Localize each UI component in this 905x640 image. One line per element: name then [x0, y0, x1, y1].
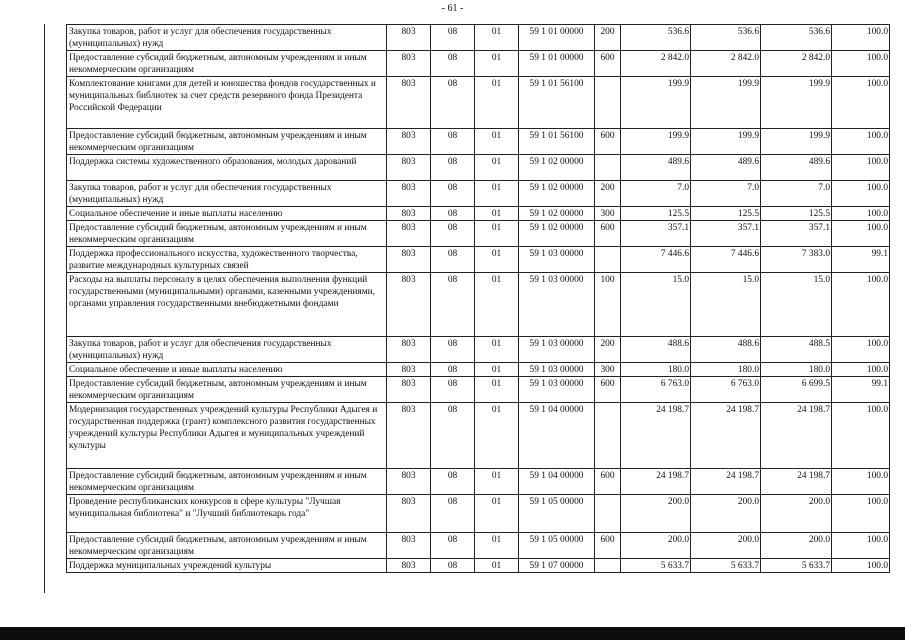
row-name-cell: Проведение республиканских конкурсов в сфере культуры "Лучшая муниципальная библиотека" и "Лучший библиотекарь года"	[67, 495, 387, 533]
percent-cell: 100.0	[832, 129, 890, 155]
row-name-cell: Предоставление субсидий бюджетным, автономным учреждениям и иным некоммерческим организациям	[67, 129, 387, 155]
subsection-code-cell: 01	[475, 221, 519, 247]
executed-value-cell: 7.0	[761, 181, 832, 207]
subsection-code-cell: 01	[475, 363, 519, 377]
table-row	[67, 377, 890, 403]
revised-value-cell: 6 763.0	[691, 377, 761, 403]
target-article-cell: 59 1 07 00000	[519, 559, 595, 573]
row-name-cell: Социальное обеспечение и иные выплаты населению	[67, 363, 387, 377]
ministry-code-cell: 803	[387, 559, 431, 573]
expense-type-cell: 300	[595, 363, 621, 377]
ministry-code-cell: 803	[387, 25, 431, 51]
target-article-cell: 59 1 05 00000	[519, 533, 595, 559]
plan-value-cell: 7 446.6	[621, 247, 691, 273]
subsection-code-cell: 01	[475, 77, 519, 129]
expense-type-cell: 600	[595, 377, 621, 403]
section-code-cell: 08	[431, 181, 475, 207]
executed-value-cell: 180.0	[761, 363, 832, 377]
revised-value-cell: 357.1	[691, 221, 761, 247]
section-code-cell: 08	[431, 51, 475, 77]
percent-cell: 100.0	[832, 363, 890, 377]
subsection-code-cell: 01	[475, 51, 519, 77]
subsection-code-cell: 01	[475, 559, 519, 573]
target-article-cell: 59 1 02 00000	[519, 207, 595, 221]
ministry-code-cell: 803	[387, 495, 431, 533]
section-code-cell: 08	[431, 337, 475, 363]
subsection-code-cell: 01	[475, 181, 519, 207]
percent-cell: 99.1	[832, 377, 890, 403]
executed-value-cell: 488.5	[761, 337, 832, 363]
subsection-code-cell: 01	[475, 129, 519, 155]
plan-value-cell: 24 198.7	[621, 469, 691, 495]
plan-value-cell: 199.9	[621, 77, 691, 129]
table-row	[67, 77, 890, 129]
section-code-cell: 08	[431, 25, 475, 51]
expense-type-cell: 200	[595, 181, 621, 207]
row-name-cell: Комплектование книгами для детей и юношества фондов государственных и муниципальных библиотек за счет средств резервного фонда Президента Российской Федерации	[67, 77, 387, 129]
ministry-code-cell: 803	[387, 207, 431, 221]
section-code-cell: 08	[431, 207, 475, 221]
expense-type-cell	[595, 155, 621, 181]
section-code-cell: 08	[431, 129, 475, 155]
table-row	[67, 181, 890, 207]
percent-cell: 100.0	[832, 51, 890, 77]
ministry-code-cell: 803	[387, 129, 431, 155]
subsection-code-cell: 01	[475, 247, 519, 273]
target-article-cell: 59 1 03 00000	[519, 273, 595, 337]
percent-cell: 100.0	[832, 403, 890, 469]
executed-value-cell: 125.5	[761, 207, 832, 221]
revised-value-cell: 536.6	[691, 25, 761, 51]
target-article-cell: 59 1 01 56100	[519, 77, 595, 129]
target-article-cell: 59 1 01 00000	[519, 25, 595, 51]
plan-value-cell: 200.0	[621, 495, 691, 533]
table-row	[67, 533, 890, 559]
expense-type-cell	[595, 495, 621, 533]
subsection-code-cell: 01	[475, 469, 519, 495]
expense-type-cell: 600	[595, 533, 621, 559]
target-article-cell: 59 1 04 00000	[519, 403, 595, 469]
plan-value-cell: 125.5	[621, 207, 691, 221]
revised-value-cell: 199.9	[691, 129, 761, 155]
table-row	[67, 337, 890, 363]
row-name-cell: Закупка товаров, работ и услуг для обеспечения государственных (муниципальных) нужд	[67, 337, 387, 363]
executed-value-cell: 200.0	[761, 533, 832, 559]
expense-type-cell	[595, 403, 621, 469]
section-code-cell: 08	[431, 363, 475, 377]
target-article-cell: 59 1 05 00000	[519, 495, 595, 533]
subsection-code-cell: 01	[475, 403, 519, 469]
target-article-cell: 59 1 02 00000	[519, 181, 595, 207]
table-row	[67, 273, 890, 337]
subsection-code-cell: 01	[475, 377, 519, 403]
expense-type-cell: 200	[595, 337, 621, 363]
plan-value-cell: 199.9	[621, 129, 691, 155]
ministry-code-cell: 803	[387, 363, 431, 377]
revised-value-cell: 24 198.7	[691, 403, 761, 469]
ministry-code-cell: 803	[387, 533, 431, 559]
row-name-cell: Поддержка системы художественного образования, молодых дарований	[67, 155, 387, 181]
revised-value-cell: 24 198.7	[691, 469, 761, 495]
row-name-cell: Расходы на выплаты персоналу в целях обеспечения выполнения функций государственными (муниципальными) органами, казенными учреждениями, органами управления государственными внебюджетными фондами	[67, 273, 387, 337]
target-article-cell: 59 1 04 00000	[519, 469, 595, 495]
row-name-cell: Закупка товаров, работ и услуг для обеспечения государственных (муниципальных) нужд	[67, 25, 387, 51]
ministry-code-cell: 803	[387, 337, 431, 363]
ministry-code-cell: 803	[387, 469, 431, 495]
plan-value-cell: 5 633.7	[621, 559, 691, 573]
plan-value-cell: 15.0	[621, 273, 691, 337]
percent-cell: 100.0	[832, 495, 890, 533]
ministry-code-cell: 803	[387, 273, 431, 337]
row-name-cell: Предоставление субсидий бюджетным, автономным учреждениям и иным некоммерческим организациям	[67, 51, 387, 77]
plan-value-cell: 536.6	[621, 25, 691, 51]
budget-table	[66, 24, 890, 573]
executed-value-cell: 24 198.7	[761, 403, 832, 469]
table-row	[67, 559, 890, 573]
executed-value-cell: 7 383.0	[761, 247, 832, 273]
executed-value-cell: 536.6	[761, 25, 832, 51]
subsection-code-cell: 01	[475, 207, 519, 221]
percent-cell: 100.0	[832, 77, 890, 129]
subsection-code-cell: 01	[475, 533, 519, 559]
ministry-code-cell: 803	[387, 181, 431, 207]
section-code-cell: 08	[431, 155, 475, 181]
plan-value-cell: 7.0	[621, 181, 691, 207]
section-code-cell: 08	[431, 495, 475, 533]
target-article-cell: 59 1 03 00000	[519, 337, 595, 363]
row-name-cell: Предоставление субсидий бюджетным, автономным учреждениям и иным некоммерческим организациям	[67, 221, 387, 247]
revised-value-cell: 125.5	[691, 207, 761, 221]
section-code-cell: 08	[431, 247, 475, 273]
plan-value-cell: 200.0	[621, 533, 691, 559]
ministry-code-cell: 803	[387, 51, 431, 77]
ministry-code-cell: 803	[387, 77, 431, 129]
expense-type-cell: 300	[595, 207, 621, 221]
executed-value-cell: 357.1	[761, 221, 832, 247]
revised-value-cell: 2 842.0	[691, 51, 761, 77]
table-row	[67, 25, 890, 51]
percent-cell: 100.0	[832, 25, 890, 51]
row-name-cell: Модернизация государственных учреждений культуры Республики Адыгея и государственная поддержка (грант) комплексного развития государственных учреждений культуры Республики Адыгея и муниципальных учреждений культуры	[67, 403, 387, 469]
executed-value-cell: 6 699.5	[761, 377, 832, 403]
revised-value-cell: 200.0	[691, 533, 761, 559]
section-code-cell: 08	[431, 377, 475, 403]
percent-cell: 99.1	[832, 247, 890, 273]
section-code-cell: 08	[431, 221, 475, 247]
section-code-cell: 08	[431, 559, 475, 573]
plan-value-cell: 488.6	[621, 337, 691, 363]
percent-cell: 100.0	[832, 337, 890, 363]
table-row	[67, 363, 890, 377]
subsection-code-cell: 01	[475, 337, 519, 363]
plan-value-cell: 357.1	[621, 221, 691, 247]
target-article-cell: 59 1 02 00000	[519, 221, 595, 247]
table-row	[67, 403, 890, 469]
table-row	[67, 221, 890, 247]
percent-cell: 100.0	[832, 221, 890, 247]
table-row	[67, 51, 890, 77]
percent-cell: 100.0	[832, 533, 890, 559]
table-row	[67, 495, 890, 533]
section-code-cell: 08	[431, 533, 475, 559]
table-row	[67, 469, 890, 495]
plan-value-cell: 6 763.0	[621, 377, 691, 403]
expense-type-cell	[595, 77, 621, 129]
margin-rule	[44, 24, 45, 593]
percent-cell: 100.0	[832, 469, 890, 495]
ministry-code-cell: 803	[387, 221, 431, 247]
table-row	[67, 155, 890, 181]
ministry-code-cell: 803	[387, 155, 431, 181]
row-name-cell: Закупка товаров, работ и услуг для обеспечения государственных (муниципальных) нужд	[67, 181, 387, 207]
expense-type-cell	[595, 559, 621, 573]
percent-cell: 100.0	[832, 207, 890, 221]
page-number: - 61 -	[441, 3, 464, 14]
revised-value-cell: 199.9	[691, 77, 761, 129]
target-article-cell: 59 1 03 00000	[519, 247, 595, 273]
percent-cell: 100.0	[832, 273, 890, 337]
revised-value-cell: 180.0	[691, 363, 761, 377]
revised-value-cell: 200.0	[691, 495, 761, 533]
revised-value-cell: 7.0	[691, 181, 761, 207]
table-row	[67, 247, 890, 273]
revised-value-cell: 488.6	[691, 337, 761, 363]
percent-cell: 100.0	[832, 559, 890, 573]
target-article-cell: 59 1 01 56100	[519, 129, 595, 155]
executed-value-cell: 2 842.0	[761, 51, 832, 77]
subsection-code-cell: 01	[475, 273, 519, 337]
revised-value-cell: 7 446.6	[691, 247, 761, 273]
plan-value-cell: 489.6	[621, 155, 691, 181]
revised-value-cell: 5 633.7	[691, 559, 761, 573]
table-row	[67, 207, 890, 221]
executed-value-cell: 5 633.7	[761, 559, 832, 573]
expense-type-cell: 600	[595, 51, 621, 77]
executed-value-cell: 199.9	[761, 77, 832, 129]
target-article-cell: 59 1 03 00000	[519, 363, 595, 377]
row-name-cell: Социальное обеспечение и иные выплаты населению	[67, 207, 387, 221]
expense-type-cell: 200	[595, 25, 621, 51]
expense-type-cell	[595, 247, 621, 273]
revised-value-cell: 489.6	[691, 155, 761, 181]
expense-type-cell: 600	[595, 469, 621, 495]
row-name-cell: Поддержка профессионального искусства, художественного творчества, развитие международных культурных связей	[67, 247, 387, 273]
ministry-code-cell: 803	[387, 247, 431, 273]
section-code-cell: 08	[431, 273, 475, 337]
section-code-cell: 08	[431, 77, 475, 129]
percent-cell: 100.0	[832, 181, 890, 207]
section-code-cell: 08	[431, 469, 475, 495]
executed-value-cell: 489.6	[761, 155, 832, 181]
percent-cell: 100.0	[832, 155, 890, 181]
target-article-cell: 59 1 01 00000	[519, 51, 595, 77]
ministry-code-cell: 803	[387, 403, 431, 469]
table-row	[67, 129, 890, 155]
plan-value-cell: 2 842.0	[621, 51, 691, 77]
scan-edge-bar	[0, 627, 905, 640]
plan-value-cell: 24 198.7	[621, 403, 691, 469]
expense-type-cell: 600	[595, 129, 621, 155]
ministry-code-cell: 803	[387, 377, 431, 403]
executed-value-cell: 24 198.7	[761, 469, 832, 495]
row-name-cell: Поддержка муниципальных учреждений культуры	[67, 559, 387, 573]
target-article-cell: 59 1 03 00000	[519, 377, 595, 403]
subsection-code-cell: 01	[475, 495, 519, 533]
expense-type-cell: 100	[595, 273, 621, 337]
plan-value-cell: 180.0	[621, 363, 691, 377]
expense-type-cell: 600	[595, 221, 621, 247]
executed-value-cell: 200.0	[761, 495, 832, 533]
row-name-cell: Предоставление субсидий бюджетным, автономным учреждениям и иным некоммерческим организациям	[67, 469, 387, 495]
row-name-cell: Предоставление субсидий бюджетным, автономным учреждениям и иным некоммерческим организациям	[67, 533, 387, 559]
section-code-cell: 08	[431, 403, 475, 469]
row-name-cell: Предоставление субсидий бюджетным, автономным учреждениям и иным некоммерческим организациям	[67, 377, 387, 403]
executed-value-cell: 15.0	[761, 273, 832, 337]
target-article-cell: 59 1 02 00000	[519, 155, 595, 181]
table-body	[67, 25, 890, 573]
revised-value-cell: 15.0	[691, 273, 761, 337]
subsection-code-cell: 01	[475, 155, 519, 181]
subsection-code-cell: 01	[475, 25, 519, 51]
executed-value-cell: 199.9	[761, 129, 832, 155]
